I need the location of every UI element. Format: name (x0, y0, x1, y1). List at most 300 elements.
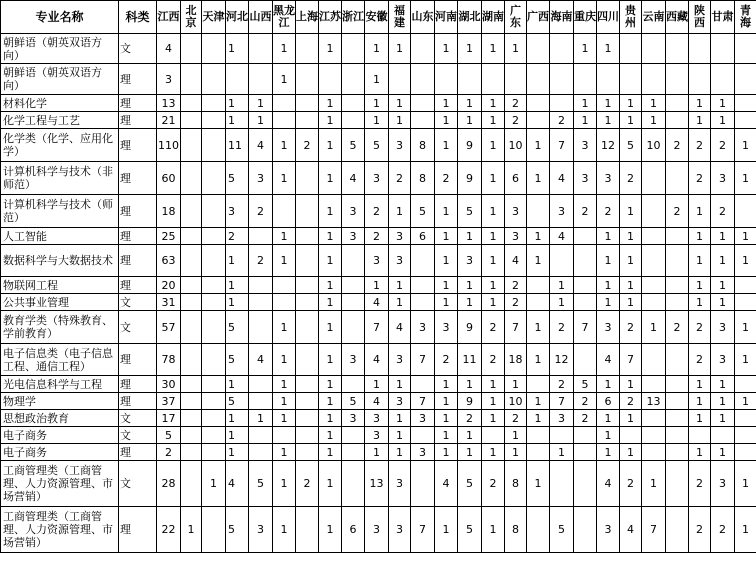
quota-cell: 1 (505, 376, 527, 393)
quota-cell: 2 (574, 393, 597, 410)
quota-cell: 1 (458, 427, 482, 444)
quota-cell: 17 (157, 410, 181, 427)
quota-cell: 1 (574, 34, 597, 64)
major-name-cell: 人工智能 (1, 228, 119, 245)
quota-cell: 3 (389, 507, 411, 553)
quota-cell: 2 (689, 344, 711, 376)
quota-cell: 6 (342, 507, 365, 553)
quota-cell (666, 112, 689, 129)
quota-cell: 1 (273, 507, 296, 553)
quota-cell (482, 64, 505, 95)
quota-cell: 1 (735, 344, 756, 376)
quota-cell (411, 112, 435, 129)
header-province: 四川 (597, 1, 620, 34)
quota-cell: 1 (226, 112, 249, 129)
quota-cell: 1 (735, 162, 756, 195)
quota-cell: 1 (458, 112, 482, 129)
quota-cell (666, 444, 689, 461)
quota-cell: 1 (597, 34, 620, 64)
major-name-cell: 工商管理类（工商管理、人力资源管理、市场营销） (1, 507, 119, 553)
header-province: 江西 (157, 1, 181, 34)
quota-cell (296, 64, 319, 95)
quota-cell (550, 34, 574, 64)
quota-cell: 1 (458, 444, 482, 461)
header-province: 上海 (296, 1, 319, 34)
quota-cell (181, 112, 202, 129)
table-row (1, 461, 756, 507)
quota-cell: 1 (319, 294, 342, 311)
quota-cell: 3 (365, 410, 389, 427)
table-row (1, 444, 756, 461)
quota-cell (181, 277, 202, 294)
header-province: 云南 (642, 1, 666, 34)
quota-cell: 8 (411, 129, 435, 162)
header-province: 河南 (435, 1, 458, 34)
quota-cell: 2 (157, 444, 181, 461)
quota-cell: 2 (689, 311, 711, 344)
quota-cell (296, 34, 319, 64)
quota-cell: 2 (296, 461, 319, 507)
quota-cell: 78 (157, 344, 181, 376)
quota-cell: 5 (574, 376, 597, 393)
quota-cell: 2 (574, 410, 597, 427)
quota-cell (735, 95, 756, 112)
quota-cell: 1 (711, 376, 735, 393)
quota-cell (527, 195, 550, 228)
quota-cell (342, 64, 365, 95)
quota-cell (342, 294, 365, 311)
quota-cell: 1 (319, 129, 342, 162)
quota-cell (666, 427, 689, 444)
quota-cell: 11 (458, 344, 482, 376)
quota-cell: 1 (620, 294, 642, 311)
quota-cell: 1 (389, 427, 411, 444)
quota-cell (296, 95, 319, 112)
quota-cell: 1 (527, 393, 550, 410)
quota-cell: 1 (435, 245, 458, 277)
quota-cell: 37 (157, 393, 181, 410)
quota-cell: 28 (157, 461, 181, 507)
table-row (1, 228, 756, 245)
quota-cell (181, 95, 202, 112)
quota-cell (411, 34, 435, 64)
category-cell: 理 (119, 95, 157, 112)
quota-cell: 1 (711, 410, 735, 427)
quota-cell (574, 277, 597, 294)
quota-cell: 1 (226, 427, 249, 444)
quota-cell (202, 344, 226, 376)
quota-cell: 1 (620, 245, 642, 277)
quota-cell: 3 (411, 311, 435, 344)
quota-cell: 2 (620, 162, 642, 195)
quota-cell (642, 427, 666, 444)
quota-cell (181, 195, 202, 228)
quota-cell: 3 (249, 507, 273, 553)
quota-cell: 12 (550, 344, 574, 376)
quota-cell: 2 (482, 461, 505, 507)
table-row (1, 294, 756, 311)
quota-cell: 2 (666, 311, 689, 344)
quota-cell (527, 64, 550, 95)
quota-cell: 3 (389, 344, 411, 376)
quota-cell: 11 (226, 129, 249, 162)
quota-cell: 1 (482, 410, 505, 427)
quota-cell: 1 (597, 228, 620, 245)
quota-cell (411, 277, 435, 294)
quota-cell (597, 64, 620, 95)
quota-cell: 1 (273, 129, 296, 162)
quota-cell (249, 294, 273, 311)
quota-cell (711, 64, 735, 95)
quota-cell: 1 (550, 294, 574, 311)
table-row (1, 195, 756, 228)
quota-cell: 1 (689, 277, 711, 294)
quota-cell: 1 (365, 112, 389, 129)
quota-cell (296, 393, 319, 410)
header-province: 甘肃 (711, 1, 735, 34)
quota-cell: 1 (319, 277, 342, 294)
quota-cell: 1 (319, 228, 342, 245)
quota-cell: 1 (319, 427, 342, 444)
quota-cell (666, 162, 689, 195)
quota-cell: 1 (319, 311, 342, 344)
quota-cell: 3 (711, 311, 735, 344)
quota-cell: 1 (389, 95, 411, 112)
quota-cell: 1 (365, 376, 389, 393)
quota-cell (527, 294, 550, 311)
header-province: 湖南 (482, 1, 505, 34)
quota-cell: 3 (365, 507, 389, 553)
quota-cell (642, 410, 666, 427)
quota-cell: 1 (319, 195, 342, 228)
quota-cell (202, 410, 226, 427)
major-name-cell: 计算机科学与技术（师范） (1, 195, 119, 228)
table-row (1, 245, 756, 277)
quota-cell: 18 (505, 344, 527, 376)
quota-cell: 1 (689, 112, 711, 129)
quota-cell (666, 393, 689, 410)
quota-cell: 1 (458, 228, 482, 245)
quota-cell: 2 (226, 228, 249, 245)
quota-cell: 13 (642, 393, 666, 410)
quota-cell (202, 376, 226, 393)
quota-cell (527, 112, 550, 129)
quota-cell (666, 95, 689, 112)
quota-cell: 5 (157, 427, 181, 444)
quota-cell: 2 (505, 277, 527, 294)
quota-cell: 2 (365, 228, 389, 245)
quota-cell: 1 (249, 95, 273, 112)
quota-cell (735, 427, 756, 444)
quota-cell (249, 376, 273, 393)
quota-cell: 10 (642, 129, 666, 162)
quota-cell: 1 (181, 507, 202, 553)
quota-cell: 1 (319, 393, 342, 410)
quota-cell (202, 162, 226, 195)
quota-cell (735, 34, 756, 64)
quota-cell: 1 (482, 129, 505, 162)
quota-cell: 1 (711, 393, 735, 410)
major-name-cell: 数据科学与大数据技术 (1, 245, 119, 277)
quota-cell (550, 64, 574, 95)
quota-cell: 1 (319, 444, 342, 461)
quota-cell: 12 (597, 129, 620, 162)
quota-cell: 5 (620, 129, 642, 162)
category-cell: 理 (119, 112, 157, 129)
quota-cell (181, 294, 202, 311)
quota-cell: 1 (735, 228, 756, 245)
quota-cell: 3 (342, 228, 365, 245)
quota-cell (574, 344, 597, 376)
quota-cell: 4 (505, 245, 527, 277)
quota-cell: 1 (527, 461, 550, 507)
quota-cell: 1 (435, 228, 458, 245)
quota-cell: 1 (735, 507, 756, 553)
quota-cell: 1 (389, 444, 411, 461)
quota-cell (574, 294, 597, 311)
quota-cell (296, 195, 319, 228)
quota-cell: 2 (711, 129, 735, 162)
quota-cell (296, 294, 319, 311)
quota-cell (527, 34, 550, 64)
quota-cell (735, 112, 756, 129)
quota-cell: 1 (273, 64, 296, 95)
header-province: 贵州 (620, 1, 642, 34)
category-cell: 文 (119, 294, 157, 311)
quota-cell (249, 228, 273, 245)
quota-cell: 7 (642, 507, 666, 553)
major-name-cell: 工商管理类（工商管理、人力资源管理、市场营销） (1, 461, 119, 507)
quota-cell (342, 376, 365, 393)
quota-cell: 3 (342, 195, 365, 228)
category-cell: 理 (119, 245, 157, 277)
quota-cell: 5 (458, 195, 482, 228)
quota-cell (642, 376, 666, 393)
quota-cell: 1 (735, 461, 756, 507)
major-name-cell: 朝鲜语（朝英双语方向） (1, 64, 119, 95)
quota-cell: 1 (435, 129, 458, 162)
quota-cell: 1 (319, 410, 342, 427)
quota-cell (620, 34, 642, 64)
major-name-cell: 电子信息类（电子信息工程、通信工程） (1, 344, 119, 376)
quota-cell (296, 427, 319, 444)
quota-cell: 1 (620, 195, 642, 228)
quota-cell: 4 (249, 129, 273, 162)
quota-cell (202, 129, 226, 162)
quota-cell: 1 (735, 129, 756, 162)
quota-cell: 3 (365, 427, 389, 444)
quota-cell (642, 344, 666, 376)
quota-cell: 1 (319, 34, 342, 64)
quota-cell: 3 (389, 245, 411, 277)
quota-cell (689, 34, 711, 64)
quota-cell: 1 (482, 245, 505, 277)
quota-cell: 1 (642, 112, 666, 129)
quota-cell (296, 444, 319, 461)
quota-cell: 1 (689, 95, 711, 112)
quota-cell: 2 (620, 393, 642, 410)
quota-cell: 1 (597, 245, 620, 277)
quota-cell: 1 (482, 277, 505, 294)
major-name-cell: 公共事业管理 (1, 294, 119, 311)
quota-cell (574, 427, 597, 444)
quota-cell: 1 (527, 245, 550, 277)
category-cell: 理 (119, 344, 157, 376)
quota-cell: 1 (319, 507, 342, 553)
quota-cell: 1 (711, 294, 735, 311)
category-cell: 理 (119, 64, 157, 95)
quota-cell: 1 (689, 195, 711, 228)
quota-cell (273, 427, 296, 444)
major-name-cell: 光电信息科学与工程 (1, 376, 119, 393)
quota-cell: 10 (505, 129, 527, 162)
quota-cell: 1 (226, 444, 249, 461)
quota-cell: 1 (620, 376, 642, 393)
category-cell: 理 (119, 195, 157, 228)
quota-cell (642, 294, 666, 311)
header-category: 科类 (119, 1, 157, 34)
quota-cell: 1 (226, 34, 249, 64)
quota-cell: 2 (689, 129, 711, 162)
table-row (1, 95, 756, 112)
quota-cell (226, 64, 249, 95)
quota-cell: 1 (620, 112, 642, 129)
quota-cell (642, 162, 666, 195)
quota-cell: 1 (620, 277, 642, 294)
category-cell: 理 (119, 162, 157, 195)
quota-cell: 3 (157, 64, 181, 95)
quota-cell: 5 (226, 507, 249, 553)
quota-cell (550, 461, 574, 507)
quota-cell: 3 (711, 344, 735, 376)
header-province: 青海 (735, 1, 756, 34)
quota-cell: 1 (527, 311, 550, 344)
quota-cell (273, 112, 296, 129)
quota-cell (574, 507, 597, 553)
quota-cell: 7 (505, 311, 527, 344)
quota-cell (642, 444, 666, 461)
quota-cell: 1 (550, 277, 574, 294)
quota-cell: 3 (550, 195, 574, 228)
quota-cell: 1 (711, 245, 735, 277)
quota-cell: 7 (620, 344, 642, 376)
quota-cell: 2 (505, 410, 527, 427)
major-name-cell: 教育学类（特殊教育、学前教育） (1, 311, 119, 344)
quota-cell: 1 (620, 228, 642, 245)
quota-cell: 2 (711, 195, 735, 228)
quota-cell: 1 (505, 34, 527, 64)
quota-cell: 1 (226, 410, 249, 427)
major-name-cell: 电子商务 (1, 444, 119, 461)
quota-cell (342, 461, 365, 507)
quota-cell: 4 (226, 461, 249, 507)
table-row (1, 410, 756, 427)
quota-cell: 3 (226, 195, 249, 228)
quota-cell (296, 245, 319, 277)
major-name-cell: 物联网工程 (1, 277, 119, 294)
quota-cell: 3 (389, 228, 411, 245)
quota-cell: 1 (273, 228, 296, 245)
quota-cell: 1 (482, 112, 505, 129)
quota-cell: 7 (365, 311, 389, 344)
quota-cell: 1 (435, 95, 458, 112)
quota-cell: 5 (342, 129, 365, 162)
quota-cell (411, 64, 435, 95)
quota-cell: 1 (365, 95, 389, 112)
header-province: 广东 (505, 1, 527, 34)
table-row (1, 393, 756, 410)
quota-cell: 3 (458, 245, 482, 277)
quota-cell: 2 (620, 461, 642, 507)
table-row (1, 162, 756, 195)
quota-cell: 1 (482, 393, 505, 410)
quota-cell (735, 410, 756, 427)
quota-cell (735, 195, 756, 228)
header-province: 浙江 (342, 1, 365, 34)
quota-cell: 1 (319, 95, 342, 112)
quota-cell: 1 (505, 444, 527, 461)
quota-cell (735, 444, 756, 461)
quota-cell: 1 (319, 461, 342, 507)
quota-cell: 1 (319, 162, 342, 195)
quota-cell: 1 (527, 162, 550, 195)
quota-cell (411, 294, 435, 311)
major-name-cell: 材料化学 (1, 95, 119, 112)
category-cell: 理 (119, 507, 157, 553)
quota-cell: 8 (505, 461, 527, 507)
quota-cell (666, 228, 689, 245)
quota-cell (249, 311, 273, 344)
quota-cell (181, 311, 202, 344)
quota-cell: 3 (342, 344, 365, 376)
quota-cell: 1 (319, 344, 342, 376)
major-name-cell: 化学工程与工艺 (1, 112, 119, 129)
quota-cell: 3 (574, 162, 597, 195)
header-province: 海南 (550, 1, 574, 34)
quota-cell (202, 34, 226, 64)
quota-cell: 1 (527, 228, 550, 245)
quota-cell: 1 (226, 376, 249, 393)
quota-cell: 1 (458, 34, 482, 64)
quota-cell (202, 311, 226, 344)
quota-cell: 13 (157, 95, 181, 112)
quota-cell: 3 (249, 162, 273, 195)
quota-cell: 1 (711, 277, 735, 294)
quota-cell: 31 (157, 294, 181, 311)
quota-cell: 2 (689, 461, 711, 507)
quota-cell (574, 461, 597, 507)
header-province: 湖北 (458, 1, 482, 34)
quota-cell (666, 376, 689, 393)
quota-cell: 5 (411, 195, 435, 228)
quota-cell: 1 (273, 410, 296, 427)
quota-cell: 1 (482, 95, 505, 112)
quota-cell (181, 228, 202, 245)
quota-cell: 2 (435, 344, 458, 376)
quota-cell: 25 (157, 228, 181, 245)
quota-cell (666, 34, 689, 64)
quota-cell: 1 (226, 245, 249, 277)
quota-cell (411, 461, 435, 507)
quota-cell: 1 (482, 195, 505, 228)
category-cell: 理 (119, 129, 157, 162)
quota-cell: 5 (342, 393, 365, 410)
quota-cell: 4 (365, 294, 389, 311)
quota-cell (202, 195, 226, 228)
quota-cell: 1 (735, 311, 756, 344)
quota-cell: 3 (365, 162, 389, 195)
major-name-cell: 物理学 (1, 393, 119, 410)
